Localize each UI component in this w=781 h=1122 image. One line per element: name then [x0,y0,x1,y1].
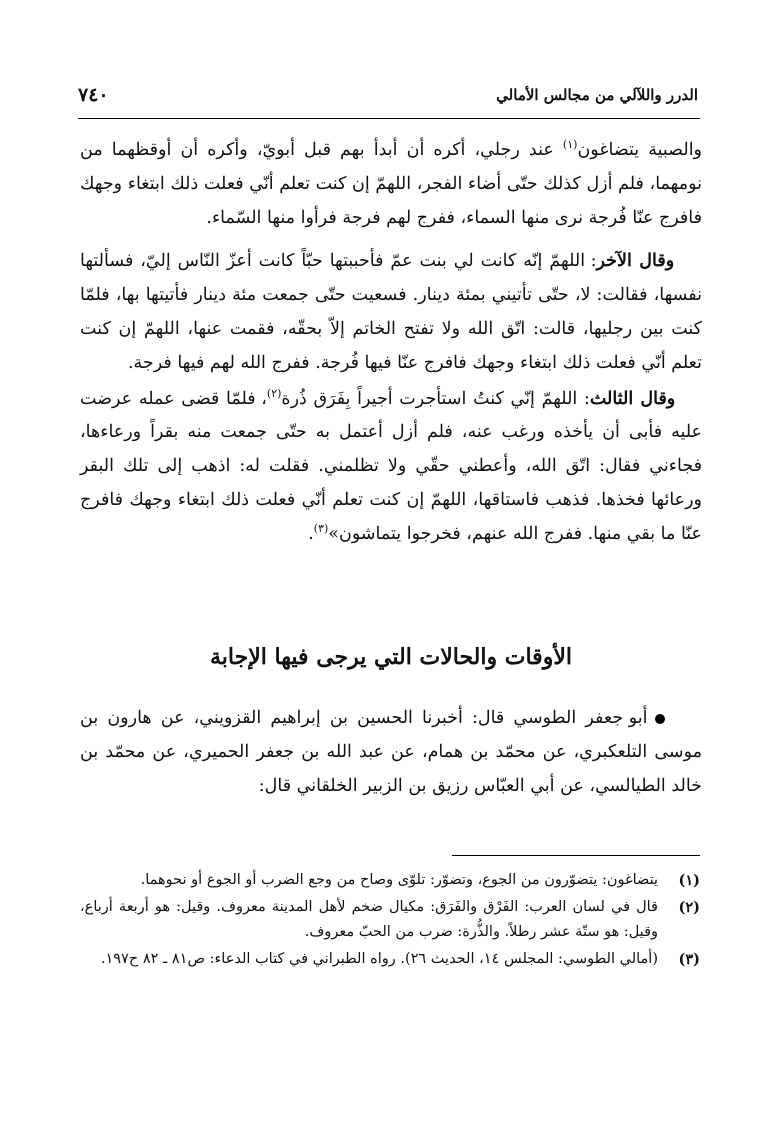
paragraph-lead: وقال الآخر [596,251,675,272]
footnote-text: (أمالي الطوسي: المجلس ١٤، الحديث ٢٦). رواه الطبراني في كتاب الدعاء: ص٨١ ـ ٨٢ ح١٩٧. [100,951,658,967]
footnote-ref[interactable]: (١) [562,138,578,152]
page-number: ٧٤٠ [78,84,109,106]
paragraph-text: . [308,523,314,544]
footnote-ref[interactable]: (٣) [313,521,329,535]
footnote-number: (٣) [678,951,700,968]
paragraph-lead: وقال الثالث [589,388,676,409]
paragraph-2 [80,245,702,380]
paragraph-text: عند رجلي، أكره أن أبدأ بهم قبل أبويّ، وأكره أن أوقظهما من نومهما، فلم أزل كذلك حتّى أضاء الفجر، اللهمّ إن كنت تعلم أنّي فعلت ذلك ابتغاء وجهك فافرج عنّا فُرجة نرى منها السماء، ففرج لهم فرجة فرأوا منها السّماء. [80,140,702,228]
paragraph-text: ، فلمّا قضى عمله عرضت عليه فأبى أن يأخذه ورغب عنه، فلم أزل أعتمل به حتّى جمعت منه بقراً ورعاءها، فجاءني فقال: اتّق الله، وأعطني حقّي ولا تظلمني. فقلت له: اذهب إلى تلك البقر ورعائها فخذها. فذهب فاستاقها، اللهمّ إن كنت تعلم أنّي فعلت ذلك ابتغاء وجهك فافرج عنّا ما بقي منها. ففرج الله عنهم، فخرجوا يتماشون» [80,388,702,544]
footnote-number: (١) [678,872,700,889]
footnote-text: يتضاغون: يتضوّرون من الجوع، وتضوّر: تلوّى وصاح من وجع الضرب أو الجوع أو نحوهما. [140,872,658,888]
isnad-block [80,702,702,803]
section-heading: الأوقات والحالات التي يرجى فيها الإجابة [210,644,572,670]
footnote-text: قال في لسان العرب: الفَرْق والفَرَق: مكيال ضخم لأهل المدينة معروف. وقيل: هو أربعة أرباع، وقيل: هو ستّة عشر رطلاً. والذُّرة: ضرب من الحبّ معروف. [80,899,658,940]
footnote-2 [80,895,700,945]
footnote-rule [452,855,700,856]
footnote-ref[interactable]: (٢) [266,386,282,400]
main-text [80,134,702,552]
header-rule [78,118,700,119]
paragraph-1 [80,134,702,235]
footnote-3 [80,947,700,972]
footnote-1 [80,868,700,893]
paragraph-text: : اللهمّ إنّه كانت لي بنت عمّ فأحببتها حبّاً كانت أعزّ النّاس إليّ، فسألتها نفسها، فقالت: لا، حتّى تأتيني بمئة دينار. فسعيت حتّى جمعت مئة دينار فأتيتها بها، فلمّا كنت بين رجليها، قالت: اتّق الله ولا تفتح الخاتم إلاّ بحقّه، فقمت عنها، اللهمّ إن كنت تعلم أنّي فعلت ذلك ابتغاء وجهك فافرج عنّا فيها فُرجة. ففرج الله لهم فيها فرجة. [80,251,702,373]
paragraph-text: : اللهمّ إنّي كنتُ استأجرت أجيراً بِفَرَق ذُرة [281,388,590,409]
page-header [78,86,698,116]
isnad-text: أبو جعفر الطوسي قال: أخبرنا الحسين بن إبراهيم القزويني، عن هارون بن موسى التلعكبري، عن محمّد بن همام، عن عبد الله بن جعفر الحميري، عن محمّد بن خالد الطيالسي، عن أبي العبّاس رزيق بن الزبير الخلقاني قال: [80,708,702,796]
running-title: الدرر واللآلي من مجالس الأمالي [496,86,698,104]
footnote-number: (٢) [678,899,700,916]
bullet-icon [655,714,665,724]
paragraph-text: والصبية يتضاغون [577,140,703,160]
isnad-paragraph [80,702,702,803]
footnotes [80,868,700,974]
paragraph-3 [80,383,702,552]
